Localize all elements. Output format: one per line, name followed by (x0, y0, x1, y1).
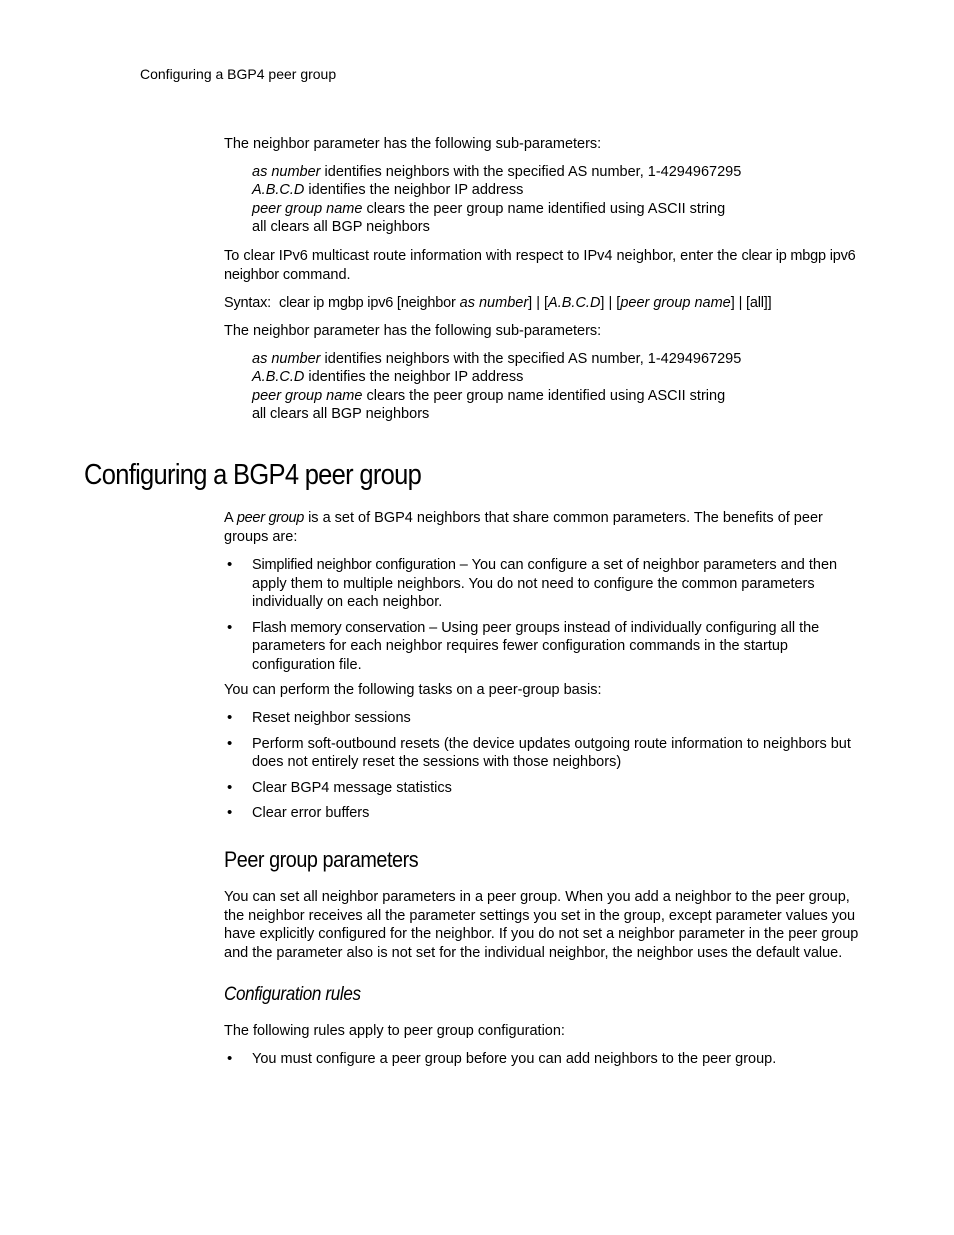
clear-ipv6-paragraph: To clear IPv6 multicast route information with respect to IPv4 neighbor, enter the clear ip mbgp ipv6 neighbor command. (224, 248, 856, 283)
list-item: • Clear error buffers (224, 804, 869, 823)
subsection-heading: Peer group parameters (224, 847, 419, 872)
neighbor-params-block-2 (224, 322, 869, 424)
sub-parameter-list (224, 163, 869, 237)
term-peer-group: peer group (236, 510, 305, 526)
sub-parameter: as number identifies neighbors with the specified AS number, 1-4294967295 (252, 163, 742, 180)
running-header: Configuring a BGP4 peer group (140, 66, 337, 82)
paragraph: The neighbor parameter has the following sub-parameters: (224, 136, 602, 152)
syntax-command: clear ip mgbp ipv6 [neighbor (279, 295, 456, 311)
section-heading: Configuring a BGP4 peer group (84, 459, 422, 491)
sub-parameter: A.B.C.D identifies the neighbor IP address (252, 369, 524, 385)
list-item: • You must configure a peer group before you can add neighbors to the peer group. (224, 1050, 869, 1069)
sub-parameter: all clears all BGP neighbors (252, 406, 430, 422)
tasks-intro: You can perform the following tasks on a peer-group basis: (224, 682, 602, 698)
syntax-line: Syntax: clear ip mgbp ipv6 [neighbor as number] | [A.B.C.D] | [peer group name] | [all]] (224, 295, 772, 311)
sub-parameter: peer group name clears the peer group name identified using ASCII string (252, 387, 726, 404)
list-item: • Perform soft-outbound resets (the device updates outgoing route information to neighbors but does not entirely reset the sessions with those neighbors) (224, 735, 869, 772)
sub-parameter: as number identifies neighbors with the specified AS number, 1-4294967295 (252, 350, 742, 367)
list-item: • Simplified neighbor configuration – You can configure a set of neighbor parameters and then apply them to multiple neighbors. You do not need to configure the common parameters individually on each neighbor. (224, 556, 869, 612)
tasks-list (224, 709, 869, 823)
list-item: • Clear BGP4 message statistics (224, 779, 869, 798)
sub-parameter: A.B.C.D identifies the neighbor IP address (252, 182, 524, 198)
list-item: • Flash memory conservation – Using peer groups instead of individually configuring all the parameters for each neighbor requires fewer configuration commands in the startup configuration file. (224, 619, 869, 675)
rules-intro: The following rules apply to peer group configuration: (224, 1023, 565, 1039)
sub-parameter: peer group name clears the peer group name identified using ASCII string (252, 200, 726, 217)
command-name: clear ip mbgp ipv6 neighbor (224, 248, 856, 283)
sub-parameter: all clears all BGP neighbors (252, 219, 430, 235)
rules-heading: Configuration rules (224, 984, 361, 1005)
rules-list (224, 1050, 869, 1069)
subsection-paragraph: You can set all neighbor parameters in a peer group. When you add a neighbor to the peer group, the neighbor receives all the parameter settings you set in the group, except parameter values you have explicitly configured for the neighbor. If you do not set a neighbor parameter in the peer group and the parameter also is not set for the individual neighbor, the neighbor uses the default value. (224, 889, 859, 961)
list-item: • Reset neighbor sessions (224, 709, 869, 728)
neighbor-params-block-1 (224, 135, 869, 237)
section-intro: A peer group is a set of BGP4 neighbors that share common parameters. The benefits of peer groups are: (224, 510, 823, 545)
paragraph: The neighbor parameter has the following sub-parameters: (224, 323, 602, 339)
sub-parameter-list (224, 350, 869, 424)
benefits-list (224, 556, 869, 674)
syntax-label: Syntax: (224, 295, 271, 311)
